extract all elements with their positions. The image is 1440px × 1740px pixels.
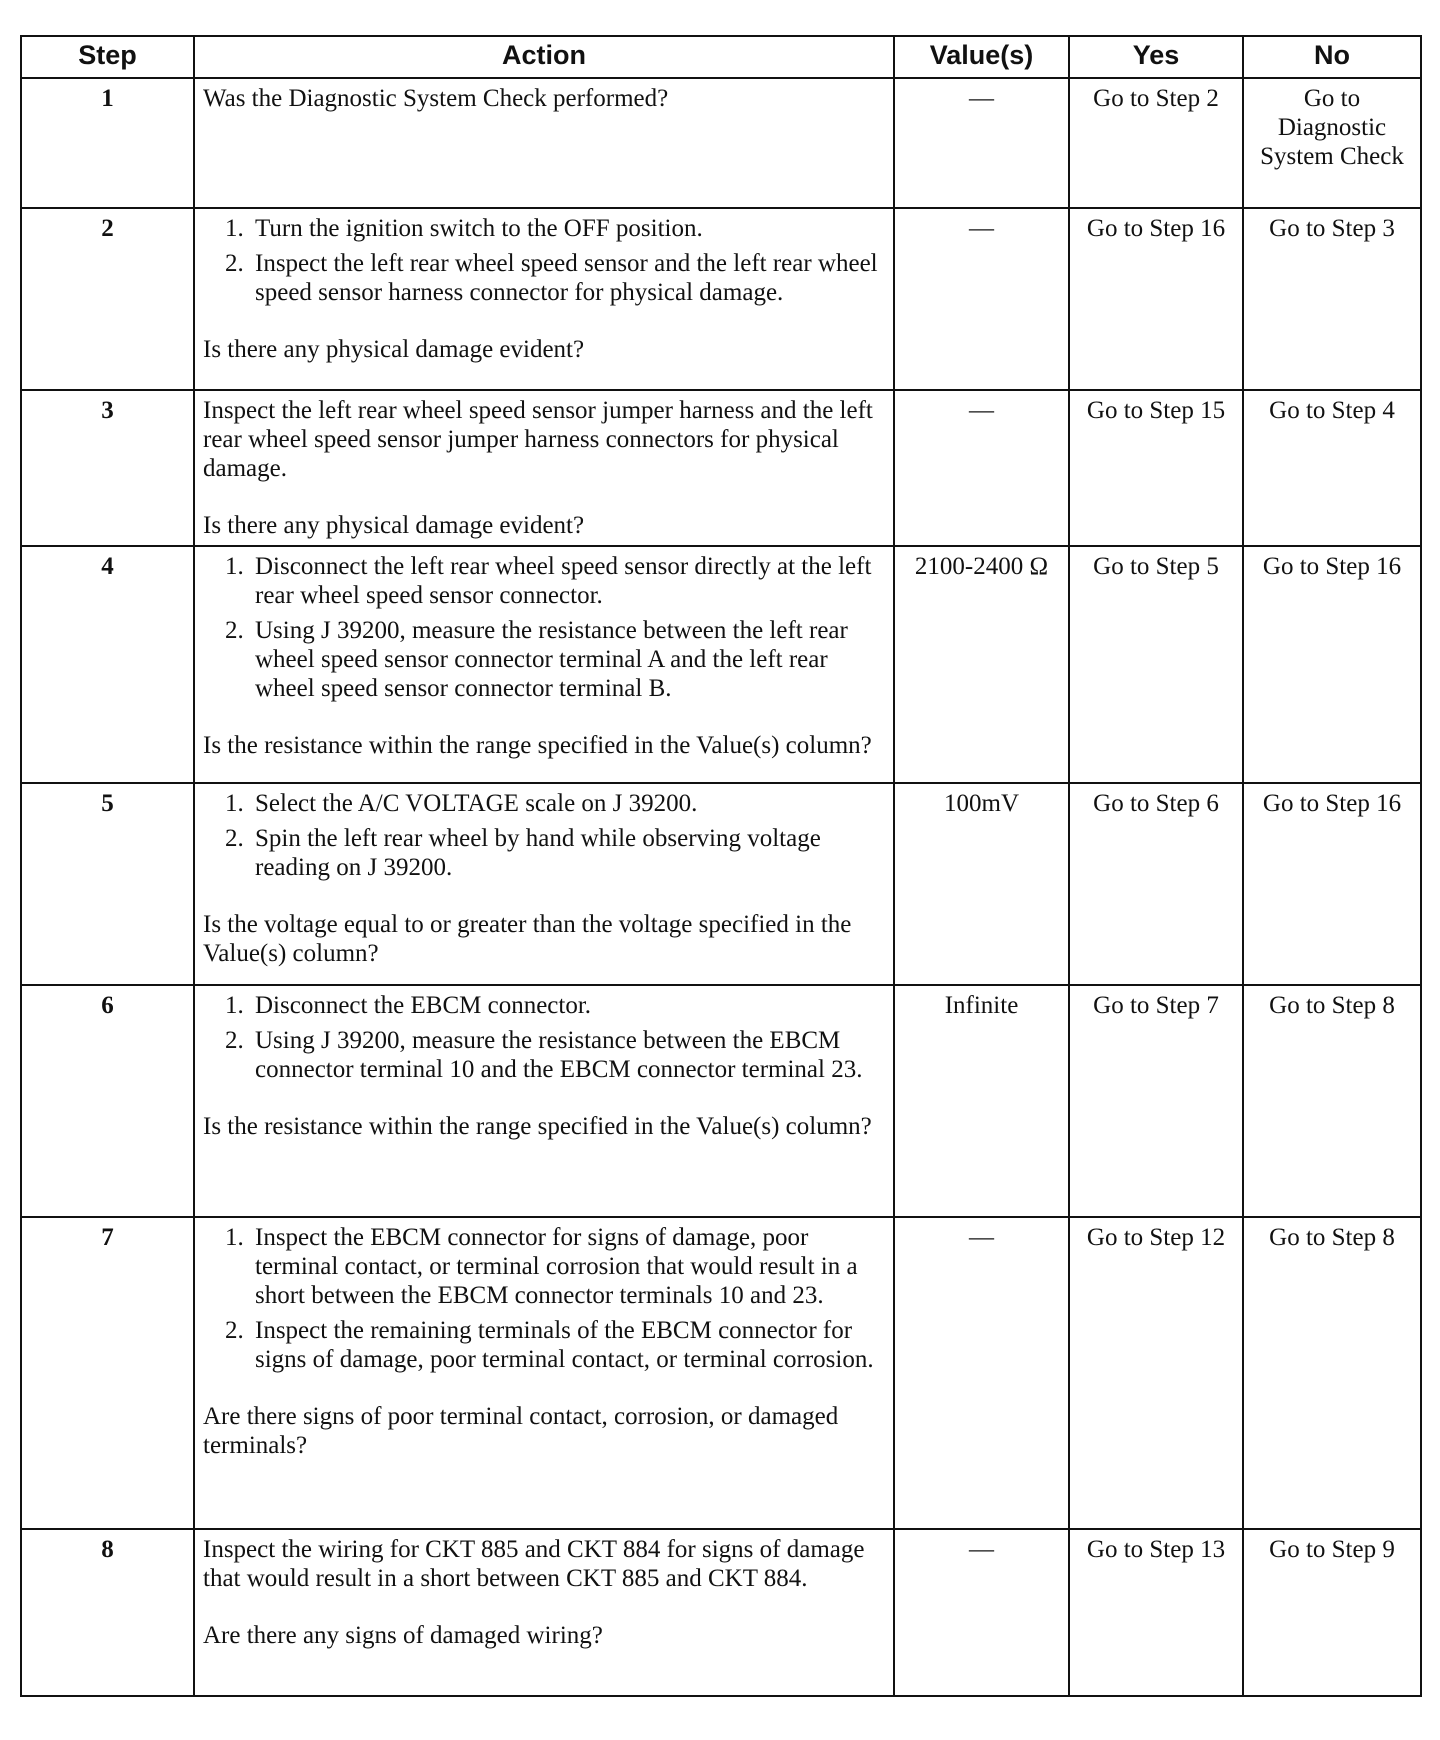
action-question: Is the resistance within the range specified in the Value(s) column? [203,1113,872,1140]
action-question: Is there any physical damage evident? [203,336,585,363]
action-steps-list [203,214,885,307]
no-cell: Go to Diagnostic System Check [1243,78,1421,208]
no-cell: Go to Step 8 [1243,1217,1421,1529]
action-cell [194,546,894,783]
step-number: 8 [21,1529,194,1696]
value-cell: 2100-2400 Ω [894,546,1069,783]
table-row [21,78,1421,208]
yes-cell: Go to Step 7 [1069,985,1243,1217]
action-steps-list [203,552,885,703]
table-row [21,390,1421,546]
step-number: 7 [21,1217,194,1529]
no-cell: Go to Step 8 [1243,985,1421,1217]
action-text: Inspect the wiring for CKT 885 and CKT 884 for signs of damage that would result in a short between CKT 885 and CKT 884. [203,1536,865,1592]
action-cell [194,985,894,1217]
action-steps-list [203,789,885,882]
action-text: Was the Diagnostic System Check performed? [203,85,669,112]
action-cell [194,783,894,985]
action-question: Is the voltage equal to or greater than the voltage specified in the Value(s) column? [203,911,852,967]
table-row [21,985,1421,1217]
value-cell: — [894,390,1069,546]
action-step-item: 2. Using J 39200, measure the resistance between the left rear wheel speed sensor connector terminal A and the left rear wheel speed sensor connector terminal B. [225,617,848,702]
action-steps-list [203,991,885,1084]
yes-cell: Go to Step 12 [1069,1217,1243,1529]
action-step-item: 1. Disconnect the EBCM connector. [225,992,592,1019]
table-row [21,1529,1421,1696]
value-cell: Infinite [894,985,1069,1217]
no-cell: Go to Step 9 [1243,1529,1421,1696]
action-step-item: 2. Using J 39200, measure the resistance between the EBCM connector terminal 10 and the EBCM connector terminal 23. [225,1027,863,1083]
action-cell [194,1217,894,1529]
no-cell: Go to Step 16 [1243,546,1421,783]
action-cell [194,1529,894,1696]
action-question: Is there any physical damage evident? [203,512,585,539]
no-cell: Go to Step 16 [1243,783,1421,985]
table-row [21,546,1421,783]
table-row [21,783,1421,985]
action-steps-list [203,1223,885,1374]
action-step-item: 2. Inspect the left rear wheel speed sensor and the left rear wheel speed sensor harness connector for physical damage. [225,250,878,306]
step-number: 1 [21,78,194,208]
header-no: No [1243,36,1421,78]
header-value: Value(s) [894,36,1069,78]
action-step-item: 2. Inspect the remaining terminals of the EBCM connector for signs of damage, poor terminal contact, or terminal corrosion. [225,1317,874,1373]
yes-cell: Go to Step 16 [1069,208,1243,390]
value-cell: — [894,208,1069,390]
yes-cell: Go to Step 5 [1069,546,1243,783]
action-step-item: 2. Spin the left rear wheel by hand while observing voltage reading on J 39200. [225,825,821,881]
yes-cell: Go to Step 13 [1069,1529,1243,1696]
value-cell: — [894,1217,1069,1529]
action-question: Is the resistance within the range specified in the Value(s) column? [203,732,872,759]
value-cell: — [894,1529,1069,1696]
diagnostic-table [20,35,1422,1697]
yes-cell: Go to Step 2 [1069,78,1243,208]
table-row [21,1217,1421,1529]
header-action: Action [194,36,894,78]
action-step-item: 1. Disconnect the left rear wheel speed sensor directly at the left rear wheel speed sensor connector. [225,553,872,609]
step-number: 5 [21,783,194,985]
header-step: Step [21,36,194,78]
header-yes: Yes [1069,36,1243,78]
value-cell: 100mV [894,783,1069,985]
action-step-item: 1. Inspect the EBCM connector for signs of damage, poor terminal contact, or terminal corrosion that would result in a short between the EBCM connector terminals 10 and 23. [225,1224,858,1309]
table-row [21,208,1421,390]
action-question: Are there any signs of damaged wiring? [203,1622,603,1649]
diagnostic-table-sheet [20,35,1420,1697]
no-cell: Go to Step 4 [1243,390,1421,546]
no-cell: Go to Step 3 [1243,208,1421,390]
yes-cell: Go to Step 6 [1069,783,1243,985]
action-text: Inspect the left rear wheel speed sensor jumper harness and the left rear wheel speed sensor jumper harness connectors for physical damage. [203,397,873,482]
step-number: 4 [21,546,194,783]
value-cell: — [894,78,1069,208]
action-step-item: 1. Select the A/C VOLTAGE scale on J 39200. [225,790,698,817]
step-number: 6 [21,985,194,1217]
step-number: 2 [21,208,194,390]
action-cell [194,208,894,390]
action-question: Are there signs of poor terminal contact, corrosion, or damaged terminals? [203,1403,839,1459]
yes-cell: Go to Step 15 [1069,390,1243,546]
action-cell [194,390,894,546]
action-cell [194,78,894,208]
action-step-item: 1. Turn the ignition switch to the OFF position. [225,215,703,242]
step-number: 3 [21,390,194,546]
header-row [21,36,1421,78]
